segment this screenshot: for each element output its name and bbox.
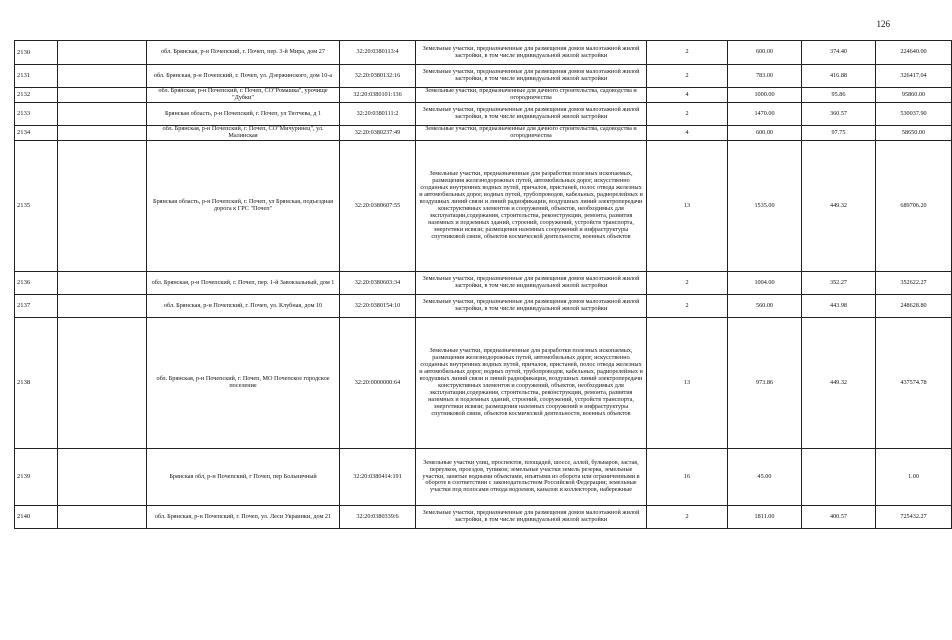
group-number-cell: 2 bbox=[647, 103, 728, 126]
blank-cell bbox=[58, 449, 147, 506]
group-number-cell: 4 bbox=[647, 88, 728, 103]
record-number-cell: 2134 bbox=[15, 126, 58, 141]
cadastral-number-cell: 32:20:0000000:64 bbox=[340, 318, 416, 449]
specific-value-cell: 360.57 bbox=[802, 103, 876, 126]
address-cell: обл. Брянская, р-н Почепский, г. Почеп, ул. Леси Украинки, дом 21 bbox=[147, 506, 340, 529]
cadastral-number-cell: 32:20:0380607:55 bbox=[340, 141, 416, 272]
group-number-cell: 13 bbox=[647, 318, 728, 449]
address-cell: обл. Брянская, р-н Почепский, г. Почеп, СО"Ромашка", урочище "Дубки" bbox=[147, 88, 340, 103]
blank-cell bbox=[58, 318, 147, 449]
cadastral-value-cell: 95860.00 bbox=[876, 88, 952, 103]
table-row bbox=[15, 318, 952, 449]
blank-cell bbox=[58, 41, 147, 65]
area-cell: 45.00 bbox=[728, 449, 802, 506]
blank-cell bbox=[58, 126, 147, 141]
specific-value-cell: 95.86 bbox=[802, 88, 876, 103]
land-use-cell: Земельные участки, предназначенные для размещения домов малоэтажной жилой застройки, в том числе индивидуальной жилой застройки bbox=[416, 506, 647, 529]
blank-cell bbox=[58, 88, 147, 103]
group-number-cell: 16 bbox=[647, 449, 728, 506]
area-cell: 1000.00 bbox=[728, 88, 802, 103]
specific-value-cell: 443.98 bbox=[802, 295, 876, 318]
blank-cell bbox=[58, 506, 147, 529]
land-use-cell: Земельные участки, предназначенные для дачного строительства, садоводства и огородничества bbox=[416, 88, 647, 103]
table-row bbox=[15, 103, 952, 126]
table-body bbox=[15, 41, 952, 529]
record-number-cell: 2130 bbox=[15, 41, 58, 65]
specific-value-cell: 352.27 bbox=[802, 272, 876, 295]
cadastral-value-cell: 725432.27 bbox=[876, 506, 952, 529]
blank-cell bbox=[58, 295, 147, 318]
record-number-cell: 2135 bbox=[15, 141, 58, 272]
cadastral-number-cell: 32:20:0380101:136 bbox=[340, 88, 416, 103]
cadastral-number-cell: 32:20:0380111:2 bbox=[340, 103, 416, 126]
specific-value-cell: 97.75 bbox=[802, 126, 876, 141]
cadastral-number-cell: 32:20:0380113:4 bbox=[340, 41, 416, 65]
record-number-cell: 2138 bbox=[15, 318, 58, 449]
record-number-cell: 2136 bbox=[15, 272, 58, 295]
area-cell: 1535.00 bbox=[728, 141, 802, 272]
cadastral-number-cell: 32:20:0380414:191 bbox=[340, 449, 416, 506]
record-number-cell: 2139 bbox=[15, 449, 58, 506]
land-use-cell: Земельные участки, предназначенные для размещения домов малоэтажной жилой застройки, в том числе индивидуальной жилой застройки bbox=[416, 65, 647, 88]
cadastral-number-cell: 32:20:0380339:6 bbox=[340, 506, 416, 529]
record-number-cell: 2133 bbox=[15, 103, 58, 126]
cadastral-value-cell: 248628.80 bbox=[876, 295, 952, 318]
cadastral-value-cell: 224640.00 bbox=[876, 41, 952, 65]
land-use-cell: Земельные участки, предназначенные для размещения домов малоэтажной жилой застройки, в том числе индивидуальной жилой застройки bbox=[416, 41, 647, 65]
table-row bbox=[15, 141, 952, 272]
land-use-cell: Земельные участки улиц, проспектов, площадей, шоссе, аллей, бульваров, застав, переулков, проездов, тупиков; земельные участки земель резерва, земельные участки, занятые водными объектами, изъятыми из оборота или ограниченными в обороте в соответствии с законодательством Российской Федерации; земельные участки под полосами отвода водоемов, каналов и коллекторов, набережные bbox=[416, 449, 647, 506]
cadastral-value-table bbox=[14, 40, 952, 529]
address-cell: Брянская область, р-н Почепский, г. Почеп, ул Брянская, подъездная дорога к ГРС "Почеп" bbox=[147, 141, 340, 272]
group-number-cell: 2 bbox=[647, 65, 728, 88]
land-use-cell: Земельные участки, предназначенные для размещения домов малоэтажной жилой застройки, в том числе индивидуальной жилой застройки bbox=[416, 295, 647, 318]
blank-cell bbox=[58, 272, 147, 295]
cadastral-value-cell: 326417.04 bbox=[876, 65, 952, 88]
table-row bbox=[15, 449, 952, 506]
address-cell: Брянская область, р-н Почепский, г. Почеп, ул Тютчева, д 1 bbox=[147, 103, 340, 126]
group-number-cell: 2 bbox=[647, 506, 728, 529]
page-number: 126 bbox=[876, 19, 890, 29]
land-use-cell: Земельные участки, предназначенные для разработки полезных ископаемых, размещения железнодорожных путей, автомобильных дорог, искусственно созданных внутренних водных путей, причалов, пристаней, полос отвода железных и автомобильных дорог, водных путей, трубопроводов, кабельных, радиорелейных и воздушных линий связи и линий радиофикации, воздушных линий электропередачи конструктивных элементов и сооружений, объектов, необходимых для эксплуатации,содержания, строительства, реконструкции, ремонта, развития наземных и подземных зданий, строений, сооружений, устройств транспорта, энергетики исвязи; размещения наземных сооружений и инфраструктуры спутниковой связи, объектов космической деятельности, военных объектов bbox=[416, 318, 647, 449]
record-number-cell: 2131 bbox=[15, 65, 58, 88]
area-cell: 1470.00 bbox=[728, 103, 802, 126]
group-number-cell: 2 bbox=[647, 295, 728, 318]
area-cell: 1811.00 bbox=[728, 506, 802, 529]
table-row bbox=[15, 272, 952, 295]
specific-value-cell: 449.32 bbox=[802, 318, 876, 449]
cadastral-number-cell: 32:20:0380603:34 bbox=[340, 272, 416, 295]
area-cell: 560.00 bbox=[728, 295, 802, 318]
cadastral-value-cell: 437574.78 bbox=[876, 318, 952, 449]
group-number-cell: 2 bbox=[647, 41, 728, 65]
blank-cell bbox=[58, 103, 147, 126]
blank-cell bbox=[58, 65, 147, 88]
blank-cell bbox=[58, 141, 147, 272]
area-cell: 600.00 bbox=[728, 126, 802, 141]
cadastral-value-cell: 1.00 bbox=[876, 449, 952, 506]
area-cell: 1004.00 bbox=[728, 272, 802, 295]
cadastral-value-cell: 352622.27 bbox=[876, 272, 952, 295]
address-cell: Брянская обл, р-н Почепский, г Почеп, пер Больничный bbox=[147, 449, 340, 506]
land-use-cell: Земельные участки, предназначенные для размещения домов малоэтажной жилой застройки, в том числе индивидуальной жилой застройки bbox=[416, 103, 647, 126]
land-use-cell: Земельные участки, предназначенные для размещения домов малоэтажной жилой застройки, в том числе индивидуальной жилой застройки bbox=[416, 272, 647, 295]
area-cell: 973.86 bbox=[728, 318, 802, 449]
land-use-cell: Земельные участки, предназначенные для разработки полезных ископаемых, размещения железнодорожных путей, автомобильных дорог, искусственно созданных внутренних водных путей, причалов, пристаней, полос отвода железных и автомобильных дорог, водных путей, трубопроводов, кабельных, радиорелейных и воздушных линий связи и линий радиофикации, воздушных линий электропередачи конструктивных элементов и сооружений, объектов, необходимых для эксплуатации,содержания, строительства, реконструкции, ремонта, развития наземных и подземных зданий, строений, сооружений, устройств транспорта, энергетики исвязи; размещения наземных сооружений и инфраструктуры спутниковой связи, объектов космической деятельности, военных объектов bbox=[416, 141, 647, 272]
cadastral-number-cell: 32:20:0380154:10 bbox=[340, 295, 416, 318]
cadastral-number-cell: 32:20:0380132:16 bbox=[340, 65, 416, 88]
table-row bbox=[15, 506, 952, 529]
cadastral-value-cell: 530037.90 bbox=[876, 103, 952, 126]
cadastral-number-cell: 32:20:0380237:49 bbox=[340, 126, 416, 141]
specific-value-cell: 374.40 bbox=[802, 41, 876, 65]
area-cell: 783.00 bbox=[728, 65, 802, 88]
address-cell: обл. Брянская, р-н Почепский, г. Почеп, пер. 3-й Мира, дом 27 bbox=[147, 41, 340, 65]
address-cell: обл. Брянская, р-н Почепский, г. Почеп, ул. Клубная, дом 10 bbox=[147, 295, 340, 318]
group-number-cell: 13 bbox=[647, 141, 728, 272]
cadastral-value-cell: 58650.00 bbox=[876, 126, 952, 141]
address-cell: обл. Брянская, р-н Почепский, г. Почеп, СО"Мичуринец", ул. Малинская bbox=[147, 126, 340, 141]
land-use-cell: Земельные участки, предназначенные для дачного строительства, садоводства и огородничества bbox=[416, 126, 647, 141]
area-cell: 600.00 bbox=[728, 41, 802, 65]
record-number-cell: 2137 bbox=[15, 295, 58, 318]
specific-value-cell: 449.32 bbox=[802, 141, 876, 272]
address-cell: обл. Брянская, р-н Почепский, г. Почеп, пер. 1-й Завокзальный, дом 1 bbox=[147, 272, 340, 295]
table-row bbox=[15, 295, 952, 318]
specific-value-cell bbox=[802, 449, 876, 506]
group-number-cell: 4 bbox=[647, 126, 728, 141]
cadastral-value-cell: 689706.20 bbox=[876, 141, 952, 272]
table-row bbox=[15, 88, 952, 103]
specific-value-cell: 400.57 bbox=[802, 506, 876, 529]
table-row bbox=[15, 41, 952, 65]
table-row bbox=[15, 126, 952, 141]
specific-value-cell: 416.88 bbox=[802, 65, 876, 88]
table-row bbox=[15, 65, 952, 88]
record-number-cell: 2140 bbox=[15, 506, 58, 529]
record-number-cell: 2132 bbox=[15, 88, 58, 103]
group-number-cell: 2 bbox=[647, 272, 728, 295]
address-cell: обл. Брянская, р-н Почепский, г. Почеп, ул. Дзержинского, дом 10-а bbox=[147, 65, 340, 88]
address-cell: обл. Брянская, р-н Почепский, г. Почеп, МО Почепское городское поселение bbox=[147, 318, 340, 449]
